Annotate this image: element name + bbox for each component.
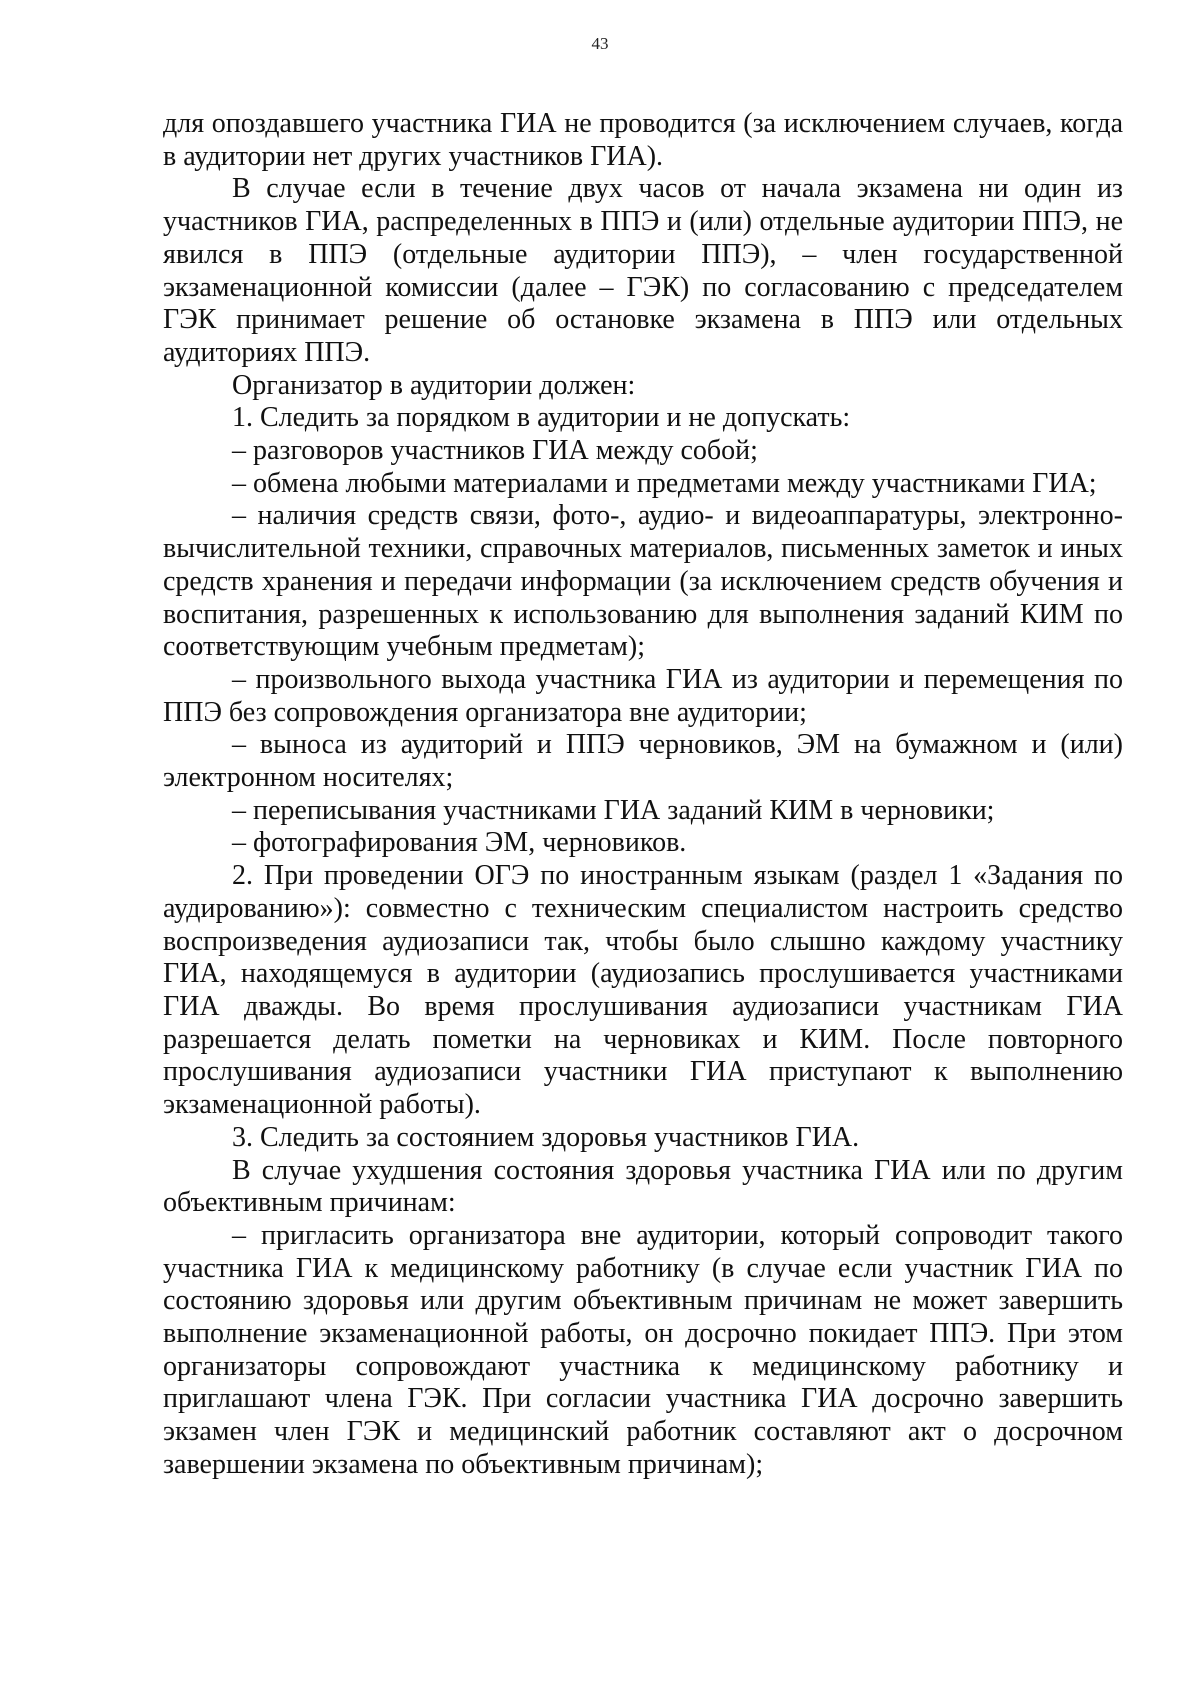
paragraph-14: В случае ухудшения состояния здоровья участника ГИА или по другим объективным причинам: xyxy=(163,1154,1123,1219)
paragraph-10: – переписывания участниками ГИА заданий КИМ в черновики; xyxy=(232,794,995,826)
paragraph-5: – разговоров участников ГИА между собой; xyxy=(232,435,758,467)
paragraph-1: для опоздавшего участника ГИА не проводится (за исключением случаев, когда в аудитории нет других участников ГИА). xyxy=(163,108,1123,172)
paragraph-12: 2. При проведении ОГЭ по иностранным языкам (раздел 1 «Задания по аудированию»): совместно с техническим специалистом настроить средство воспроизведения аудиозаписи так, чтобы было слышно каждому участнику ГИА, находящемуся в аудитории (аудиозапись прослушивается участниками ГИА дважды. Во время прослушивания аудиозаписи участникам ГИА разрешается делать пометки на черновиках и КИМ. После повторного прослушивания аудиозаписи участники ГИА приступают к выполнению экзаменационной работы). xyxy=(163,860,1123,1121)
paragraph-3: Организатор в аудитории должен: xyxy=(232,369,636,401)
paragraph-2: В случае если в течение двух часов от начала экзамена ни один из участников ГИА, распределенных в ППЭ и (или) отдельные аудитории ППЭ, не явился в ППЭ (отдельные аудитории ППЭ), – член государственной экзаменационной комиссии (далее – ГЭК) по согласованию с председателем ГЭК принимает решение об остановке экзамена в ППЭ или отдельных аудиториях ППЭ. xyxy=(163,173,1123,368)
paragraph-8: – произвольного выхода участника ГИА из аудитории и перемещения по ППЭ без сопровождения организатора вне аудитории; xyxy=(163,663,1123,728)
paragraph-7: – наличия средств связи, фото-, аудио- и видеоаппаратуры, электронно-вычислительной техники, справочных материалов, письменных заметок и иных средств хранения и передачи информации (за исключением средств обучения и воспитания, разрешенных к использованию для выполнения заданий КИМ по соответствующим учебным предметам); xyxy=(163,500,1123,663)
document-body xyxy=(163,108,1123,1482)
paragraph-11: – фотографирования ЭМ, черновиков. xyxy=(232,827,687,859)
paragraph-4: 1. Следить за порядком в аудитории и не допускать: xyxy=(232,402,851,434)
page-number: 43 xyxy=(591,34,609,53)
paragraph-9: – выноса из аудиторий и ППЭ черновиков, ЭМ на бумажном и (или) электронном носителях; xyxy=(163,729,1123,794)
paragraph-13: 3. Следить за состоянием здоровья участников ГИА. xyxy=(232,1121,860,1153)
paragraph-6: – обмена любыми материалами и предметами между участниками ГИА; xyxy=(232,467,1097,499)
paragraph-15: – пригласить организатора вне аудитории, который сопроводит такого участника ГИА к медицинскому работнику (в случае если участник ГИА по состоянию здоровья или другим объективным причинам не может завершить выполнение экзаменационной работы, он досрочно покидает ППЭ. При этом организаторы сопровождают участника к медицинскому работнику и приглашают члена ГЭК. При согласии участника ГИА досрочно завершить экзамен член ГЭК и медицинский работник составляют акт о досрочном завершении экзамена по объективным причинам); xyxy=(163,1219,1123,1480)
